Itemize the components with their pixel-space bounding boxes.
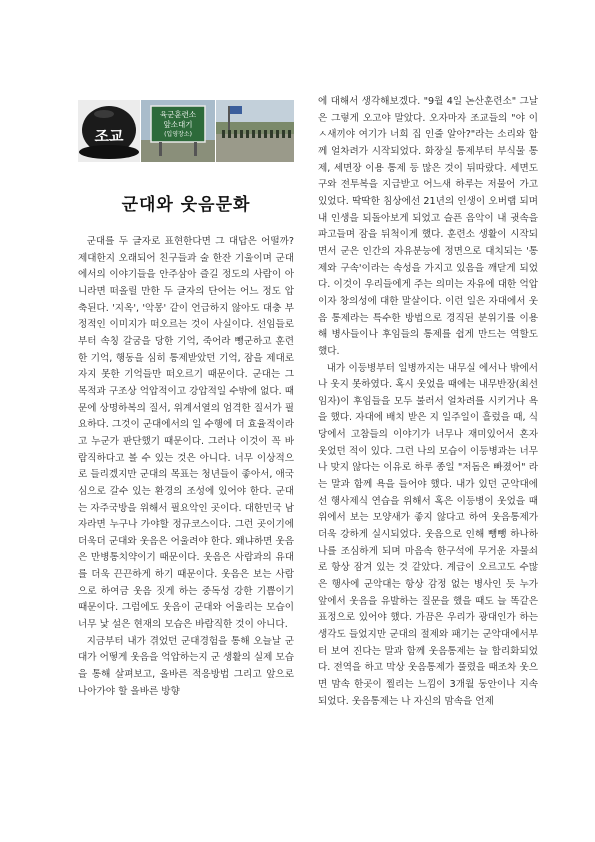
formation-illustration bbox=[216, 100, 294, 162]
body-paragraph: 에 대해서 생각해보겠다. "9월 4일 논산훈련소" 그날은 그렇게 오고야 말았다. 오자마자 조교들의 "야 이 ㅅ새끼야 여기가 너희 집 인줄 알아?"라는 소리와 함께 얼차려가 시작되었다. 화장실 통제부터 부식물 통제, 세면장 이용 통제 등 많은 것이 뒤따랐다. 세면도구와 전투복을 지급받고 어느새 하루는 저물어 가고 있었다. 딱딱한 침상에선 21년의 인생이 오버랩 되며 내 인생을 되돌아보게 되었고 슬픈 음악이 내 귓속을 파고들며 잠을 뒤척이게 했다. 훈련소 생활이 시작되면서 군은 인간의 자유분능에 정면으로 대치되는 '통제와 구속'이라는 속성을 가지고 있음을 깨닫게 되었다. 이것이 우리들에게 주는 의미는 자유에 대한 억압이자 창의성에 대한 말살이다. 이런 일은 자대에서 웃음 통제라는 특수한 방법으로 경직된 분위기를 이용해 병사들이나 후임들의 통제를 쉽게 만드는 역할도 했다. bbox=[318, 96, 538, 357]
sign-line-2: 앞소대기 bbox=[163, 120, 193, 129]
sign-line-3: (입영장소) bbox=[164, 131, 192, 138]
sign-illustration bbox=[141, 100, 215, 162]
body-paragraph: 내가 이등병부터 일병까지는 내무실 에서나 밖에서나 웃지 못하였다. 혹시 웃었을 때에는 내무반장(최선임자)이 후임들을 모두 불러서 얼차려를 시키거나 욕을 했다. 자대에 배치 받은 지 일주일이 흘렀을 때, 식당에서 고참들의 이야기가 너무나 재미있어서 혼자 웃었던 적이 있다. 그런 나의 모습이 이등병과는 너무나 맞지 않다는 이유로 하루 종일 "저돔은 빠졌어" 라는 말과 함께 욕을 들어야 했다. 내가 있던 군악대에선 행사제식 연습을 위해서 혹은 이등병이 웃었을 때 위에서 보는 모양새가 좋지 않다고 하여 웃음통제가 더욱 강하게 실시되었다. 웃음으로 인해 뺑뺑 하나하나를 조심하게 되며 마음속 한구석에 무거운 자물쇠로 항상 잠겨 있는 것 같았다. 계급이 오르고도 수많은 행사에 군악대는 항상 감정 없는 병사인 듯 누가 앞에서 웃음을 유발하는 질문을 했을 때도 늘 똑같은 표정으로 있어야 했다. 가끔은 우리가 광대인가 하는 생각도 들었지만 군대의 절제와 패기는 군악대에서부터 보여 진다는 말과 함께 웃음통제는 늘 합리화되었다. 전역을 하고 막상 웃음통제가 풀렸을 때조차 웃으면 맘속 한곳이 찔리는 느낌이 3개월 동안이나 지속되었다. 웃음통제는 나 자신의 맘속을 언제 bbox=[318, 362, 538, 707]
body-paragraph: 군대를 두 글자로 표현한다면 그 대답은 어떨까? 제대한지 오래되어 친구들과 술 한잔 기울이며 군대에서의 이야기들을 안주삼아 즐길 정도의 사람이 아니라면 떠올릴 만한 두 글자의 단어는 어느 정도 압축된다. '지옥', '악몽' 같이 언급하지 않아도 대충 부정적인 이미지가 떠오르는 것이 사실이다. 선임들로부터 속칭 갈굼을 당한 기억, 죽어라 뺑군하고 훈련한 기억, 행동을 심히 통제받았던 기억, 잠을 제대로 자지 못한 기억들만 떠오르기 때문이다. 군대는 그 목적과 구조상 억압적이고 강압적일 수밖에 없다. 때문에 상명하복의 질서, 위계서열의 엄격한 질서가 필요하다. 그것이 군대에서의 일 수행에 더 효율적이라고 누군가 판단했기 때문이다. 그러나 이것이 꼭 바람직하다고 볼 수 있는 것은 아니다. 너무 이상적으로 들리겠지만 군대의 목표는 청년들이 좋아서, 애국심으로 갈수 있는 환경의 조성에 있어야 한다. 군대는 자주국방을 위해서 필요악인 곳이다. 대한민국 남자라면 누구나 가야할 정규코스이다. 그런 곳이기에 더욱더 군대와 웃음은 어울려야 한다. 왜냐하면 웃음은 만병통치약이기 때문이다. 웃음은 사람과의 유대를 더욱 끈끈하게 하기 때문이다. 웃음은 보는 사람으로 하여금 웃음 짓게 하는 중독성 강한 기쁨이기 때문이다. 그럼에도 웃음이 군대와 어울리는 모습이 너무 낯 설은 현재의 모습은 바람직한 것이 아니다. bbox=[78, 236, 294, 631]
article-title: 군대와 웃음문화 bbox=[121, 195, 251, 215]
left-column bbox=[78, 234, 294, 700]
helmet-label: 조교 bbox=[94, 127, 124, 145]
training-center-sign-photo bbox=[141, 100, 215, 162]
helmet-illustration bbox=[78, 100, 140, 162]
helmet-photo bbox=[78, 100, 140, 162]
header-photo-strip bbox=[78, 100, 294, 162]
right-column bbox=[318, 94, 538, 710]
sign-line-1: 육군훈련소 bbox=[159, 110, 197, 119]
body-paragraph: 지금부터 내가 겪었던 군대경험을 통해 오늘날 군대가 어떻게 웃음을 억압하는지 군 생활의 실제 모습을 통해 살펴보고, 올바른 적응방법 그리고 앞으로 나아가야 할 올바른 방향 bbox=[78, 635, 294, 697]
soldiers-formation-photo bbox=[216, 100, 294, 162]
